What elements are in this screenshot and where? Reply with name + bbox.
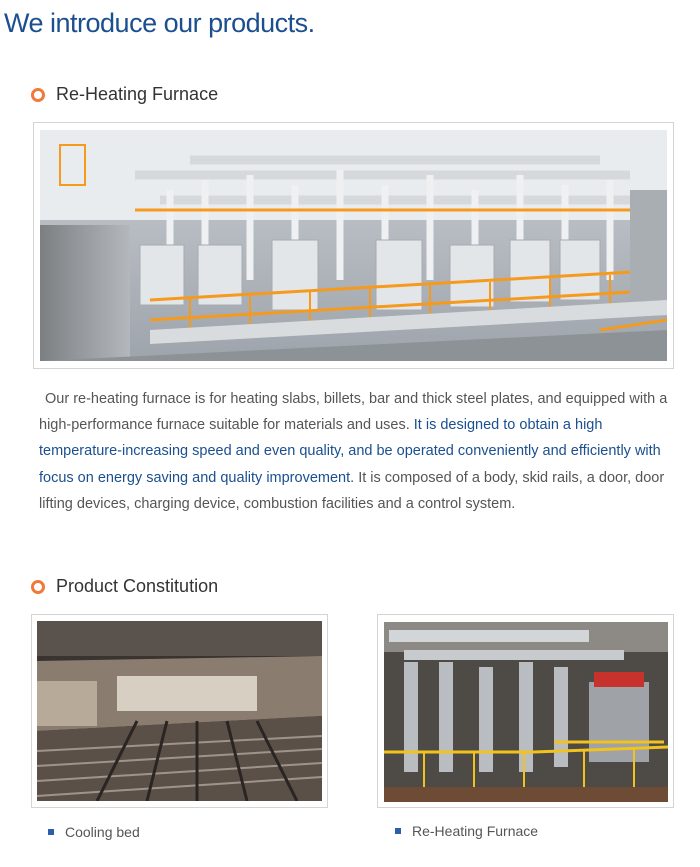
description-highlight: It is designed to obtain a high temperature-increasing speed and even quality, and be operated conveniently and efficiently with focus on energy saving and quality improvement.: [39, 417, 661, 486]
section-heading-product-constitution: [31, 576, 218, 597]
page-title: We introduce our products.: [4, 8, 315, 38]
caption-label: Re-Heating Furnace: [412, 823, 539, 839]
reheating-furnace-photo: [40, 130, 667, 361]
main-photo-frame: [33, 122, 674, 369]
section-heading-label: Re-Heating Furnace: [56, 84, 219, 104]
cooling-bed-photo: [37, 621, 322, 801]
square-bullet-icon: [48, 829, 54, 835]
description-intro: Our re-heating furnace is for heating slabs, billets, bar and thick steel plates, and equipped with a high-performance furnace suitable for materials and uses.: [39, 391, 668, 434]
caption-cooling-bed: [48, 824, 140, 840]
cooling-bed-photo-frame: [31, 614, 328, 808]
square-bullet-icon: [395, 828, 401, 834]
product-description: [39, 386, 674, 517]
caption-reheating-furnace: [395, 823, 538, 839]
caption-label: Cooling bed: [65, 824, 140, 840]
description-outro: It is composed of a body, skid rails, a door, door lifting devices, charging device, combustion facilities and a control system.: [39, 469, 665, 512]
section-heading-label: Product Constitution: [56, 576, 219, 596]
section-heading-reheating-furnace: [31, 84, 218, 105]
circle-bullet-icon: [31, 580, 45, 594]
circle-bullet-icon: [31, 88, 45, 102]
furnace-detail-photo-frame: [377, 614, 674, 808]
reheating-furnace-detail-photo: [384, 622, 668, 802]
